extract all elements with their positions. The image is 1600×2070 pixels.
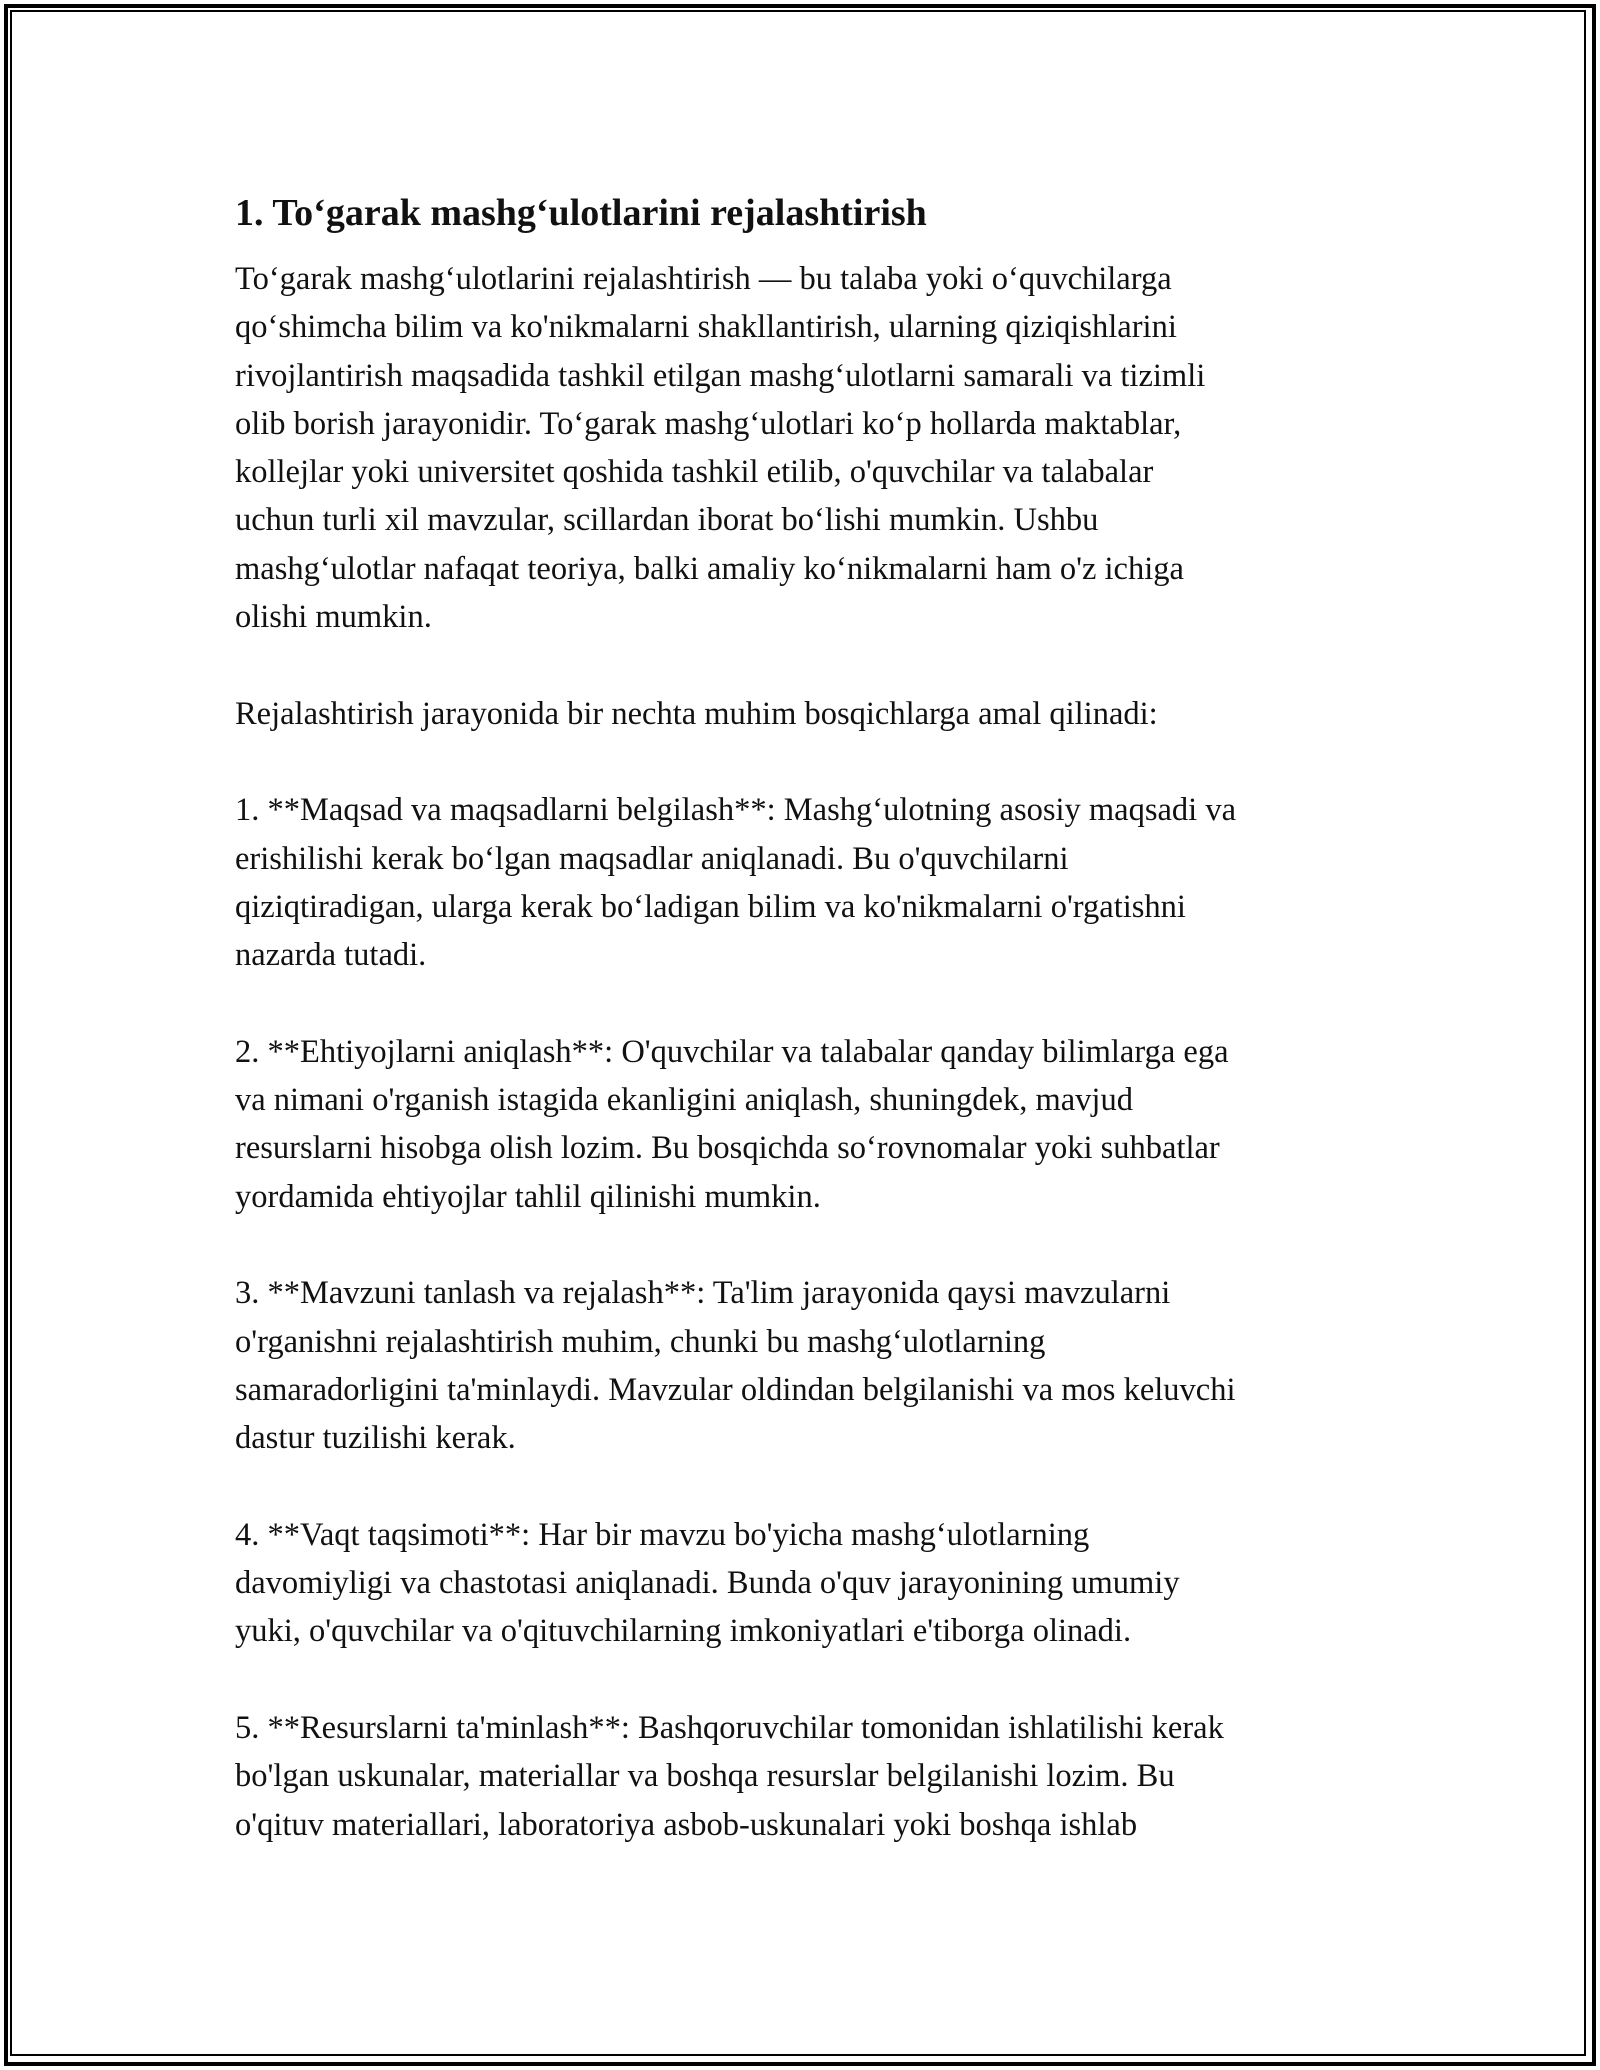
paragraph-steps-intro: Rejalashtirish jarayonida bir nechta muhim bosqichlarga amal qilinadi: <box>235 695 1158 732</box>
paragraph-spacer <box>235 641 1375 689</box>
list-item-step-5: 5. **Resurslarni ta'minlash**: Bashqoruvchilar tomonidan ishlatilishi kerak bo'lgan uskunalar, materiallar va boshqa resurslar belgilanishi lozim. Bu o'qituv materiallari, laboratoriya asbob-uskunalari yoki boshqa ishlab <box>235 1709 1224 1843</box>
paragraph-spacer <box>235 1462 1375 1510</box>
list-item-step-1: 1. **Maqsad va maqsadlarni belgilash**: Mashg‘ulotning asosiy maqsadi va erishilishi kerak bo‘lgan maqsadlar aniqlanadi. Bu o'quvchilarni qiziqtiradigan, ularga kerak bo‘ladigan bilim va ko'nikmalarni o'rgatishni nazarda tutadi. <box>235 792 1237 974</box>
document-body <box>235 185 1375 1849</box>
paragraph-spacer <box>235 1656 1375 1704</box>
paragraph-intro: To‘garak mashg‘ulotlarini rejalashtirish — bu talaba yoki o‘quvchilarga qo‘shimcha bilim va ko'nikmalarni shakllantirish, ularning qiziqishlarini rivojlantirish maqsadida tashkil etilgan mashg‘ulotlarni samarali va tizimli olib borish jarayonidir. To‘garak mashg‘ulotlari ko‘p hollarda maktablar, kollejlar yoki universitet qoshida tashkil etilib, o'quvchilar va talabalar uchun turli xil mavzular, scillardan iborat bo‘lishi mumkin. Ushbu mashg‘ulotlar nafaqat teoriya, balki amaliy ko‘nikmalarni ham o'z ichiga olishi mumkin. <box>235 261 1206 636</box>
paragraph-spacer <box>235 738 1375 786</box>
paragraph-spacer <box>235 979 1375 1027</box>
paragraph-spacer <box>235 1221 1375 1269</box>
list-item-step-4: 4. **Vaqt taqsimoti**: Har bir mavzu bo'yicha mashg‘ulotlarning davomiyligi va chastotasi aniqlanadi. Bunda o'quv jarayonining umumiy yuki, o'quvchilar va o'qituvchilarning imkoniyatlari e'tiborga olinadi. <box>235 1516 1180 1650</box>
list-item-step-3: 3. **Mavzuni tanlash va rejalash**: Ta'lim jarayonida qaysi mavzularni o'rganishni rejalashtirish muhim, chunki bu mashg‘ulotlarning samaradorligini ta'minlaydi. Mavzular oldindan belgilanishi va mos keluvchi dastur tuzilishi kerak. <box>235 1275 1236 1457</box>
list-item-step-2: 2. **Ehtiyojlarni aniqlash**: O'quvchilar va talabalar qanday bilimlarga ega va nimani o'rganish istagida ekanligini aniqlash, shuningdek, mavjud resurslarni hisobga olish lozim. Bu bosqichda so‘rovnomalar yoki suhbatlar yordamida ehtiyojlar tahlil qilinishi mumkin. <box>235 1033 1229 1215</box>
document-title: 1. To‘garak mashg‘ulotlarini rejalashtirish <box>235 192 927 234</box>
